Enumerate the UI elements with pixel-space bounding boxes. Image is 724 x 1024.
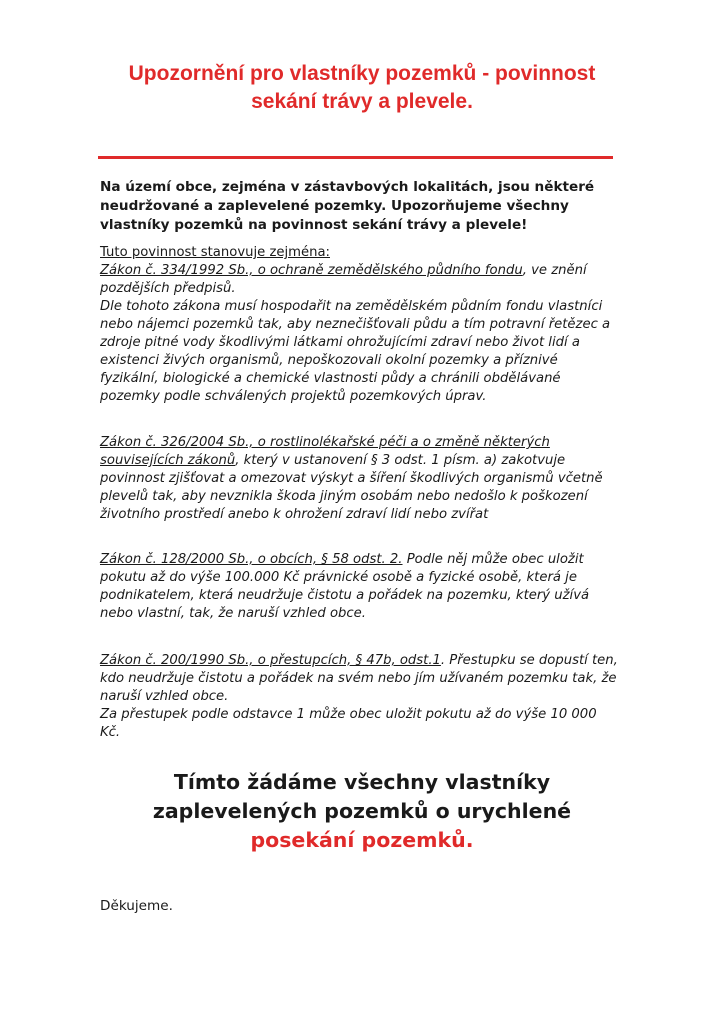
section-obce [100,551,620,623]
law-paragraph [100,262,620,298]
page-title [40,60,684,116]
thanks-text: Děkujeme. [100,898,173,914]
law-reference: Zákon č. 200/1990 Sb., o přestupcích, § 47b, odst.1 [100,653,441,668]
title-divider [98,156,613,159]
closing-line-3: posekání pozemků. [250,828,474,852]
closing-line-1: Tímto žádáme všechny vlastníky [173,770,551,794]
law-reference: Zákon č. 128/2000 Sb., o obcích, § 58 odst. 2. [100,552,403,567]
section-zemedelsky-pudni-fond [100,244,620,406]
law-penalty: Za přestupek podle odstavce 1 může obec uložit pokutu až do výše 10 000 Kč. [100,707,597,740]
intro-paragraph: Na území obce, zejména v zástavbových lokalitách, jsou některé neudržované a zaplevelené pozemky. Upozorňujeme všechny vlastníky pozemků na povinnost sekání trávy a plevele! [100,179,595,233]
law-description: Podle něj může obec uložit pokutu až do výše 100.000 Kč právnické osobě a fyzické osobě, která je podnikatelem, která neudržuje čistotu a pořádek na pozemku, který užívá nebo vlastní, tak, že naruší vzhled obce. [100,552,590,621]
closing-request [60,768,664,855]
law-description: . Přestupku se dopustí ten, kdo neudržuje čistotu a pořádek na svém nebo jím užívaném pozemku tak, že naruší vzhled obce. [100,653,618,704]
law-description: Dle tohoto zákona musí hospodařit na zemědělském půdním fondu vlastníci nebo nájemci pozemků tak, aby neznečišťovali půdu a tím potravní řetězec a zdroje pitné vody škodlivými látkami ohrožujícími zdraví nebo život lidí a existenci živých organismů, nepoškozovali okolní pozemky a příznivé fyzikální, biologické a chemické vlastnosti půdy a chránili obdělávané pozemky podle schválených projektů pozemkových úprav. [100,299,611,404]
section-heading: Tuto povinnost stanovuje zejména: [100,245,330,260]
closing-line-2: zaplevelených pozemků o urychlené [152,799,572,823]
title-line-1: Upozornění pro vlastníky pozemků - povinnost [128,62,596,85]
law-reference-rest: , ve znění pozdějších předpisů. [100,263,587,296]
section-prestupky [100,652,620,742]
law-paragraph [100,652,620,706]
section-rostlinolekarska-pece [100,434,620,524]
title-line-2: sekání trávy a plevele. [251,90,473,113]
law-description: , který v ustanovení § 3 odst. 1 písm. a) zakotvuje povinnost zjišťovat a omezovat výskyt a šíření škodlivých organismů včetně plevelů tak, aby nevznikla škoda jiným osobám nebo nedošlo k poškození životního prostředí anebo k ohrožení zdraví lidí nebo zvířat [100,453,603,522]
law-reference: Zákon č. 326/2004 Sb., o rostlinolékařské péči a o změně některých souvisejících zákonů [100,435,550,468]
law-reference: Zákon č. 334/1992 Sb., o ochraně zemědělského půdního fondu [100,263,523,278]
